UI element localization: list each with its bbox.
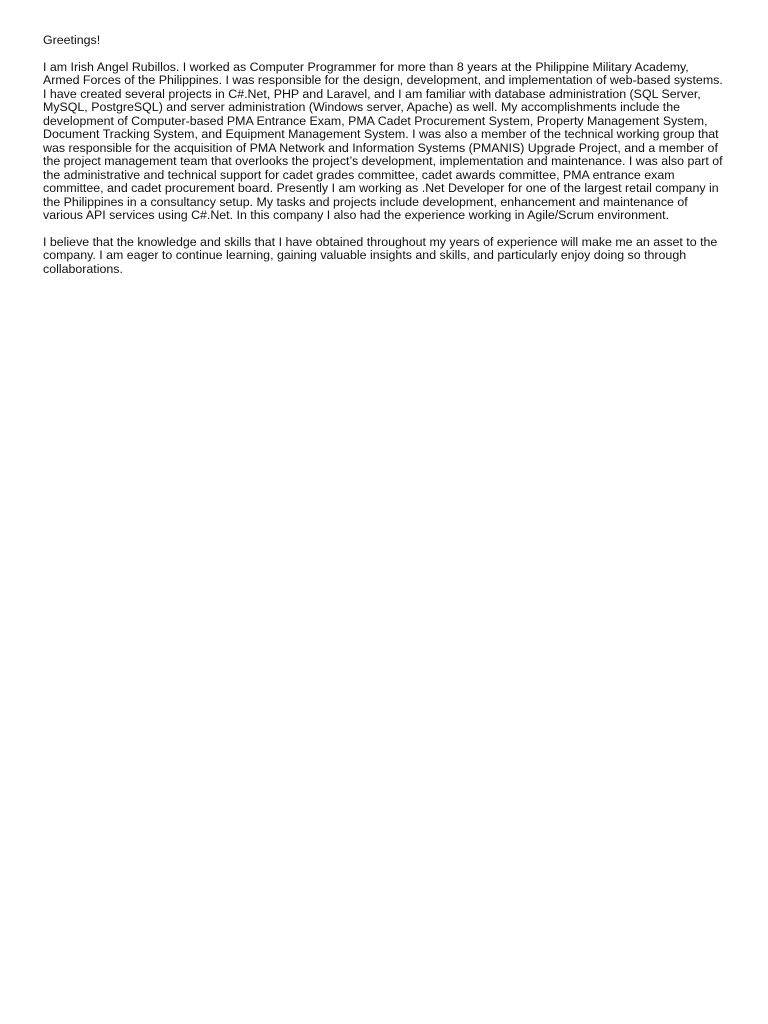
paragraph-closing bbox=[43, 236, 743, 277]
greeting-text: Greetings! bbox=[43, 33, 101, 47]
paragraph-line: the project management team that overlooks the project’s development, implementation and maintenance. I was also part of bbox=[43, 154, 723, 168]
paragraph-line: company. I am eager to continue learning, gaining valuable insights and skills, and particularly enjoy doing so through bbox=[43, 248, 687, 262]
paragraph-line: I have created several projects in C#.Net, PHP and Laravel, and I am familiar with database administration (SQL Server, bbox=[43, 86, 701, 101]
document-page bbox=[43, 34, 743, 289]
paragraph-line: Armed Forces of the Philippines. I was responsible for the design, development, and implementation of web-based systems. bbox=[43, 73, 723, 87]
paragraph-line: the Philippines in a consultancy setup. My tasks and projects include development, enhancement and maintenance of bbox=[43, 194, 688, 209]
paragraph-line: MySQL, PostgreSQL) and server administration (Windows server, Apache) as well. My accomplishments include the bbox=[43, 100, 680, 114]
paragraph-line: I believe that the knowledge and skills that I have obtained throughout my years of experience will make me an asset to the bbox=[43, 234, 718, 249]
paragraph-line: I am Irish Angel Rubillos. I worked as Computer Programmer for more than 8 years at the Philippine Military Academy, bbox=[43, 59, 689, 74]
paragraph-experience bbox=[43, 61, 743, 223]
paragraph-line: collaborations. bbox=[43, 261, 123, 276]
paragraph-line: was responsible for the acquisition of PMA Network and Information Systems (PMANIS) Upgrade Project, and a member of bbox=[43, 140, 718, 155]
paragraph-line: various API services using C#.Net. In this company I also had the experience working in Agile/Scrum environment. bbox=[43, 208, 670, 222]
paragraph-line: the administrative and technical support for cadet grades committee, cadet awards committee, PMA entrance exam bbox=[43, 167, 675, 182]
paragraph-line: committee, and cadet procurement board. Presently I am working as .Net Developer for one of the largest retail company in bbox=[43, 181, 719, 195]
paragraph-line: development of Computer-based PMA Entrance Exam, PMA Cadet Procurement System, Property Management System, bbox=[43, 113, 708, 128]
paragraph-line: Document Tracking System, and Equipment Management System. I was also a member of the technical working group that bbox=[43, 127, 719, 141]
